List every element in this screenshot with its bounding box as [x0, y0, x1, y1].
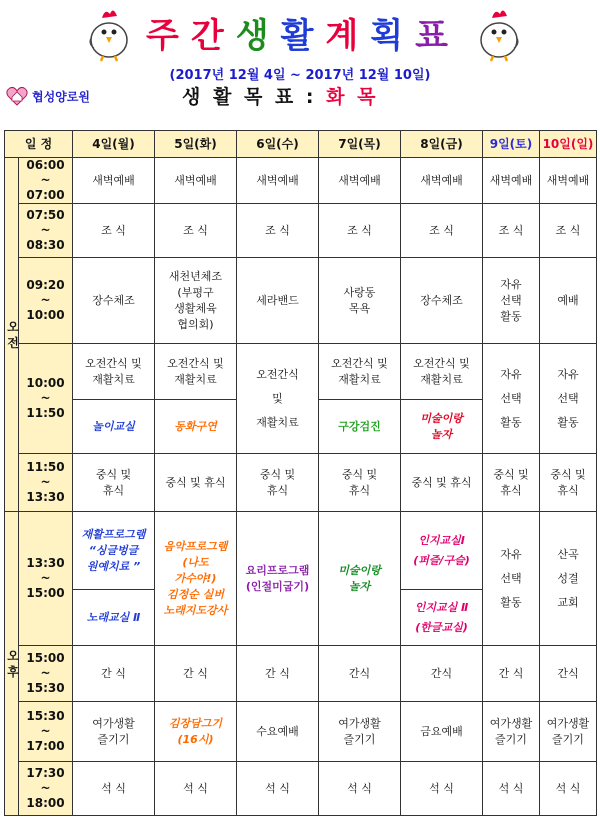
cell: 조 식	[483, 204, 540, 258]
side-afternoon-label: 오후	[7, 648, 19, 679]
time-sep: ~	[40, 666, 51, 680]
header	[0, 0, 600, 118]
cell: 재활프로그램 “싱글벙글 원예치료 ”	[73, 512, 155, 590]
time-sep: ~	[40, 391, 51, 405]
cell: 오전간식 및 재활치료	[73, 344, 155, 400]
time-sep: ~	[40, 223, 51, 237]
chick-mascot-icon	[470, 4, 528, 62]
cell: 간 식	[73, 646, 155, 702]
cell: 김장담그기 (16시)	[155, 702, 237, 762]
cell: 새벽예배	[319, 158, 401, 204]
cell: 석 식	[73, 762, 155, 816]
cell: 동화구연	[155, 400, 237, 454]
org-logo	[6, 86, 90, 106]
time-end: 15:30	[26, 681, 65, 695]
schedule-row	[5, 512, 597, 590]
title-char: 간	[190, 16, 230, 56]
cell: 간식	[540, 646, 597, 702]
time-start: 06:00	[26, 158, 65, 172]
cell: 새벽예배	[237, 158, 319, 204]
cell: 미술이랑 놀자	[401, 400, 483, 454]
time-sep: ~	[40, 173, 51, 187]
time-start: 09:20	[26, 278, 65, 292]
time-sep: ~	[40, 475, 51, 489]
cell: 조 식	[237, 204, 319, 258]
goal-label: 생 활 목 표 :	[182, 86, 317, 108]
weekly-schedule-table	[4, 130, 597, 816]
time-start: 15:30	[26, 709, 65, 723]
time-end: 10:00	[26, 308, 65, 322]
side-afternoon	[5, 512, 19, 816]
cell: 새천년체조 (부평구 생활체육 협의회)	[155, 258, 237, 344]
cell: 간 식	[483, 646, 540, 702]
cell: 간식	[319, 646, 401, 702]
time-start: 17:30	[26, 766, 65, 780]
cell: 요리프로그램 (인절미굽기)	[237, 512, 319, 646]
cell: 미술이랑 놀자	[319, 512, 401, 646]
side-morning-label: 오전	[7, 319, 19, 350]
time-cell	[19, 762, 73, 816]
cell: 인지교실 Ⅱ (한글교실)	[401, 590, 483, 646]
time-end: 07:00	[26, 188, 65, 202]
time-cell	[19, 344, 73, 454]
cell: 놀이교실	[73, 400, 155, 454]
day-header: 10일(일)	[540, 131, 597, 158]
time-start: 10:00	[26, 376, 65, 390]
cell: 여가생활 즐기기	[483, 702, 540, 762]
cell: 조 식	[401, 204, 483, 258]
cell: 석 식	[401, 762, 483, 816]
time-cell	[19, 454, 73, 512]
cell: 산곡 성결 교회	[540, 512, 597, 646]
cell: 중식 및 휴식	[319, 454, 401, 512]
cell: 석 식	[540, 762, 597, 816]
title-char: 계	[325, 16, 365, 56]
cell: 장수체조	[73, 258, 155, 344]
cell: 중식 및 휴식	[155, 454, 237, 512]
org-name: 협성양로원	[32, 89, 90, 104]
cell: 음악프로그램 (나도 가수야!) 김정순 실버 노래지도강사	[155, 512, 237, 646]
time-cell	[19, 204, 73, 258]
cell: 새벽예배	[155, 158, 237, 204]
time-end: 08:30	[26, 238, 65, 252]
cell: 구강검진	[319, 400, 401, 454]
cell: 조 식	[540, 204, 597, 258]
time-sep: ~	[40, 571, 51, 585]
cell: 석 식	[483, 762, 540, 816]
cell: 중식 및 휴식	[483, 454, 540, 512]
time-cell	[19, 512, 73, 646]
cell: 새벽예배	[483, 158, 540, 204]
cell: 간 식	[237, 646, 319, 702]
cell: 수요예배	[237, 702, 319, 762]
cell: 새벽예배	[540, 158, 597, 204]
cell: 사랑동 목욕	[319, 258, 401, 344]
time-end: 11:50	[26, 406, 65, 420]
time-end: 18:00	[26, 796, 65, 810]
life-goal	[182, 82, 378, 109]
schedule-row	[5, 454, 597, 512]
cell: 간 식	[155, 646, 237, 702]
cell: 금요예배	[401, 702, 483, 762]
cell: 중식 및 휴식	[540, 454, 597, 512]
title-char: 획	[370, 16, 410, 56]
cell: 예배	[540, 258, 597, 344]
cell: 자유 선택 활동	[483, 258, 540, 344]
title-char: 표	[415, 16, 454, 56]
title-char: 활	[280, 16, 320, 56]
cell: 새벽예배	[401, 158, 483, 204]
title-char: 주	[145, 16, 185, 56]
time-start: 11:50	[26, 460, 65, 474]
cell: 오전간식 및 재활치료	[319, 344, 401, 400]
time-end: 13:30	[26, 490, 65, 504]
cell: 간식	[401, 646, 483, 702]
header-row	[5, 131, 597, 158]
schedule-row	[5, 702, 597, 762]
cell: 오전간식 및 재활치료	[155, 344, 237, 400]
day-header: 5일(화)	[155, 131, 237, 158]
time-sep: ~	[40, 293, 51, 307]
cell: 오전간식 및 재활치료	[237, 344, 319, 454]
goal-value: 화 목	[326, 86, 379, 108]
side-morning	[5, 158, 19, 512]
day-header: 6일(수)	[237, 131, 319, 158]
cell: 중식 및 휴식	[73, 454, 155, 512]
cell: 여가생활 즐기기	[319, 702, 401, 762]
cell: 세라밴드	[237, 258, 319, 344]
schedule-row	[5, 646, 597, 702]
cell: 석 식	[237, 762, 319, 816]
time-start: 07:50	[26, 208, 65, 222]
title-char: 생	[235, 16, 275, 56]
cell: 자유 선택 활동	[483, 344, 540, 454]
time-cell	[19, 646, 73, 702]
time-sep: ~	[40, 724, 51, 738]
cell: 석 식	[155, 762, 237, 816]
cell: 자유 선택 활동	[483, 512, 540, 646]
day-header: 7일(목)	[319, 131, 401, 158]
time-cell	[19, 258, 73, 344]
cell: 인지교실Ⅰ (퍼즐/구슬)	[401, 512, 483, 590]
day-header: 4일(월)	[73, 131, 155, 158]
cell: 석 식	[319, 762, 401, 816]
schedule-row	[5, 344, 597, 400]
cell: 조 식	[155, 204, 237, 258]
cell: 조 식	[73, 204, 155, 258]
date-range: (2017년 12월 4일 ~ 2017년 12월 10일)	[169, 68, 431, 83]
cell: 조 식	[319, 204, 401, 258]
cell: 새벽예배	[73, 158, 155, 204]
cell: 노래교실 Ⅱ	[73, 590, 155, 646]
cell: 중식 및 휴식	[237, 454, 319, 512]
schedule-row	[5, 204, 597, 258]
schedule-row	[5, 258, 597, 344]
cell: 자유 선택 활동	[540, 344, 597, 454]
cell: 여가생활 즐기기	[73, 702, 155, 762]
time-end: 17:00	[26, 739, 65, 753]
schedule-row	[5, 762, 597, 816]
cell: 중식 및 휴식	[401, 454, 483, 512]
schedule-row	[5, 158, 597, 204]
heart-house-icon	[6, 86, 28, 106]
cell: 오전간식 및 재활치료	[401, 344, 483, 400]
corner-header: 일 정	[5, 131, 73, 158]
cell: 여가생활 즐기기	[540, 702, 597, 762]
time-start: 13:30	[26, 556, 65, 570]
time-start: 15:00	[26, 651, 65, 665]
time-sep: ~	[40, 781, 51, 795]
day-header: 8일(금)	[401, 131, 483, 158]
cell: 장수체조	[401, 258, 483, 344]
time-end: 15:00	[26, 586, 65, 600]
day-header: 9일(토)	[483, 131, 540, 158]
time-cell	[19, 158, 73, 204]
time-cell	[19, 702, 73, 762]
